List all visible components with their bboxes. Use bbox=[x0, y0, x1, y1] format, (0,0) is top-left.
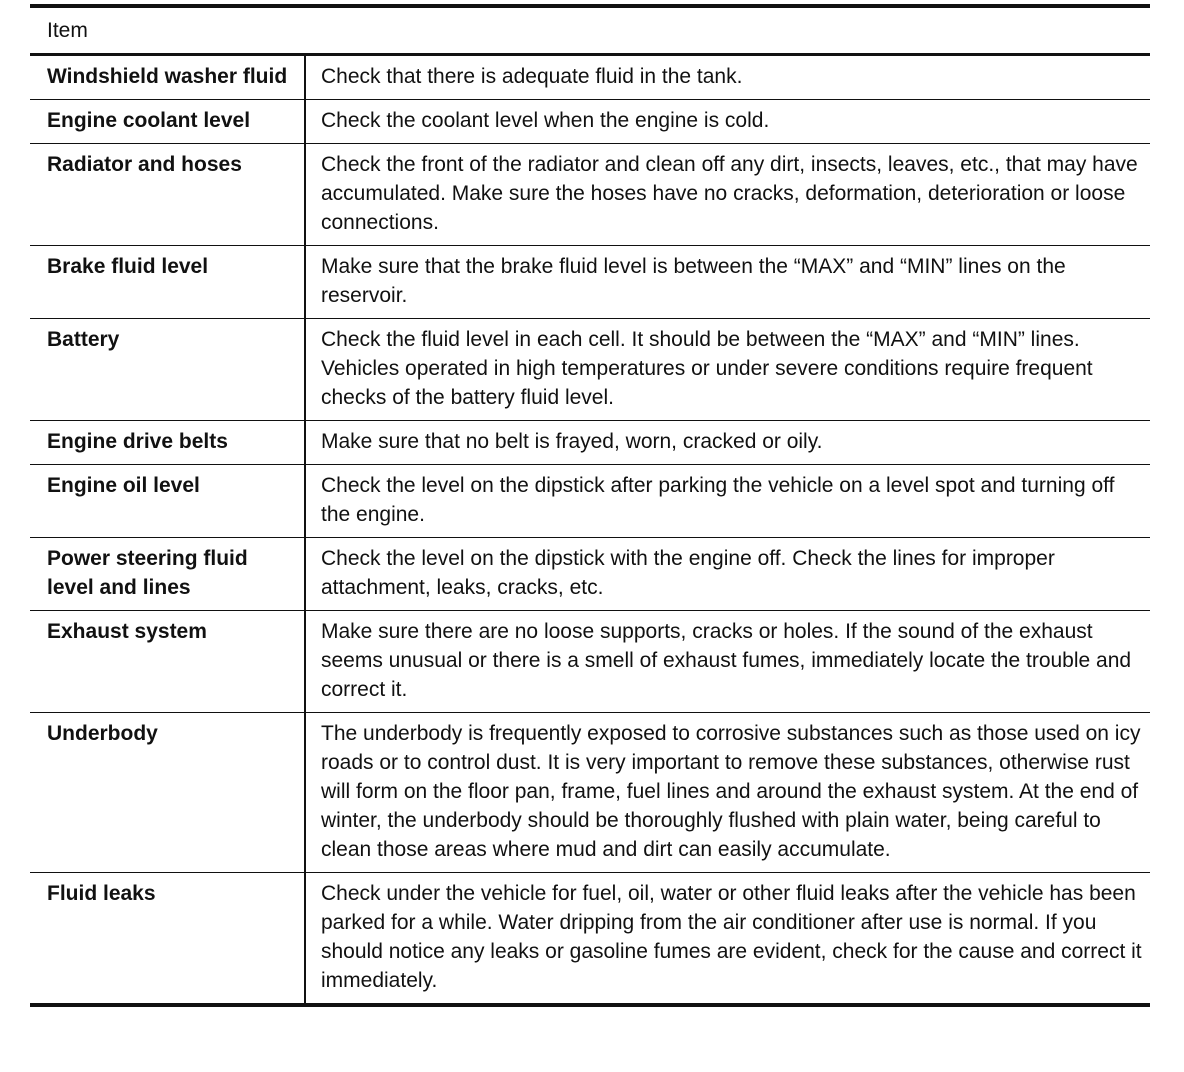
item-description: The underbody is frequently exposed to corrosive substances such as those used on icy roads or to control dust. It is very important to remove these substances, otherwise rust will form on the floor pan, frame, fuel lines and around the exhaust system. At the end of winter, the underbody should be thoroughly flushed with plain water, being careful to clean those areas where mud and dirt can easily accumulate. bbox=[305, 713, 1150, 873]
item-name: Exhaust system bbox=[30, 611, 305, 713]
table-row bbox=[30, 873, 1150, 1006]
column-header-item: Item bbox=[30, 6, 1150, 55]
item-name: Engine oil level bbox=[30, 465, 305, 538]
table-row bbox=[30, 538, 1150, 611]
table-row bbox=[30, 713, 1150, 873]
item-name: Battery bbox=[30, 319, 305, 421]
item-name: Engine drive belts bbox=[30, 421, 305, 465]
item-description: Check the front of the radiator and clean off any dirt, insects, leaves, etc., that may have accumulated. Make sure the hoses have no cracks, deformation, deterioration or loose connections. bbox=[305, 144, 1150, 246]
table-row bbox=[30, 319, 1150, 421]
table-row bbox=[30, 144, 1150, 246]
item-description: Check the fluid level in each cell. It should be between the “MAX” and “MIN” lines. Vehicles operated in high temperatures or under severe conditions require frequent checks of the battery fluid level. bbox=[305, 319, 1150, 421]
item-description: Check the level on the dipstick with the engine off. Check the lines for improper attachment, leaks, cracks, etc. bbox=[305, 538, 1150, 611]
item-name: Fluid leaks bbox=[30, 873, 305, 1006]
item-name: Brake fluid level bbox=[30, 246, 305, 319]
item-description: Check the level on the dipstick after parking the vehicle on a level spot and turning off the engine. bbox=[305, 465, 1150, 538]
inspection-table-container bbox=[30, 4, 1150, 1007]
table-header-row bbox=[30, 6, 1150, 55]
item-name: Power steering fluid level and lines bbox=[30, 538, 305, 611]
table-row bbox=[30, 100, 1150, 144]
item-description: Make sure there are no loose supports, cracks or holes. If the sound of the exhaust seems unusual or there is a smell of exhaust fumes, immediately locate the trouble and correct it. bbox=[305, 611, 1150, 713]
table-row bbox=[30, 55, 1150, 100]
item-description: Check the coolant level when the engine is cold. bbox=[305, 100, 1150, 144]
item-description: Check under the vehicle for fuel, oil, water or other fluid leaks after the vehicle has been parked for a while. Water dripping from the air conditioner after use is normal. If you should notice any leaks or gasoline fumes are evident, check for the cause and correct it immediately. bbox=[321, 882, 1142, 992]
item-description: Make sure that no belt is frayed, worn, cracked or oily. bbox=[305, 421, 1150, 465]
item-name: Underbody bbox=[30, 713, 305, 873]
inspection-table bbox=[30, 4, 1150, 1007]
table-row bbox=[30, 421, 1150, 465]
item-name: Radiator and hoses bbox=[30, 144, 305, 246]
item-name: Windshield washer fluid bbox=[30, 55, 305, 100]
item-description: Check that there is adequate fluid in the tank. bbox=[305, 55, 1150, 100]
table-row bbox=[30, 611, 1150, 713]
table-row bbox=[30, 465, 1150, 538]
item-name: Engine coolant level bbox=[30, 100, 305, 144]
item-description: Make sure that the brake fluid level is between the “MAX” and “MIN” lines on the reservoir. bbox=[305, 246, 1150, 319]
table-row bbox=[30, 246, 1150, 319]
